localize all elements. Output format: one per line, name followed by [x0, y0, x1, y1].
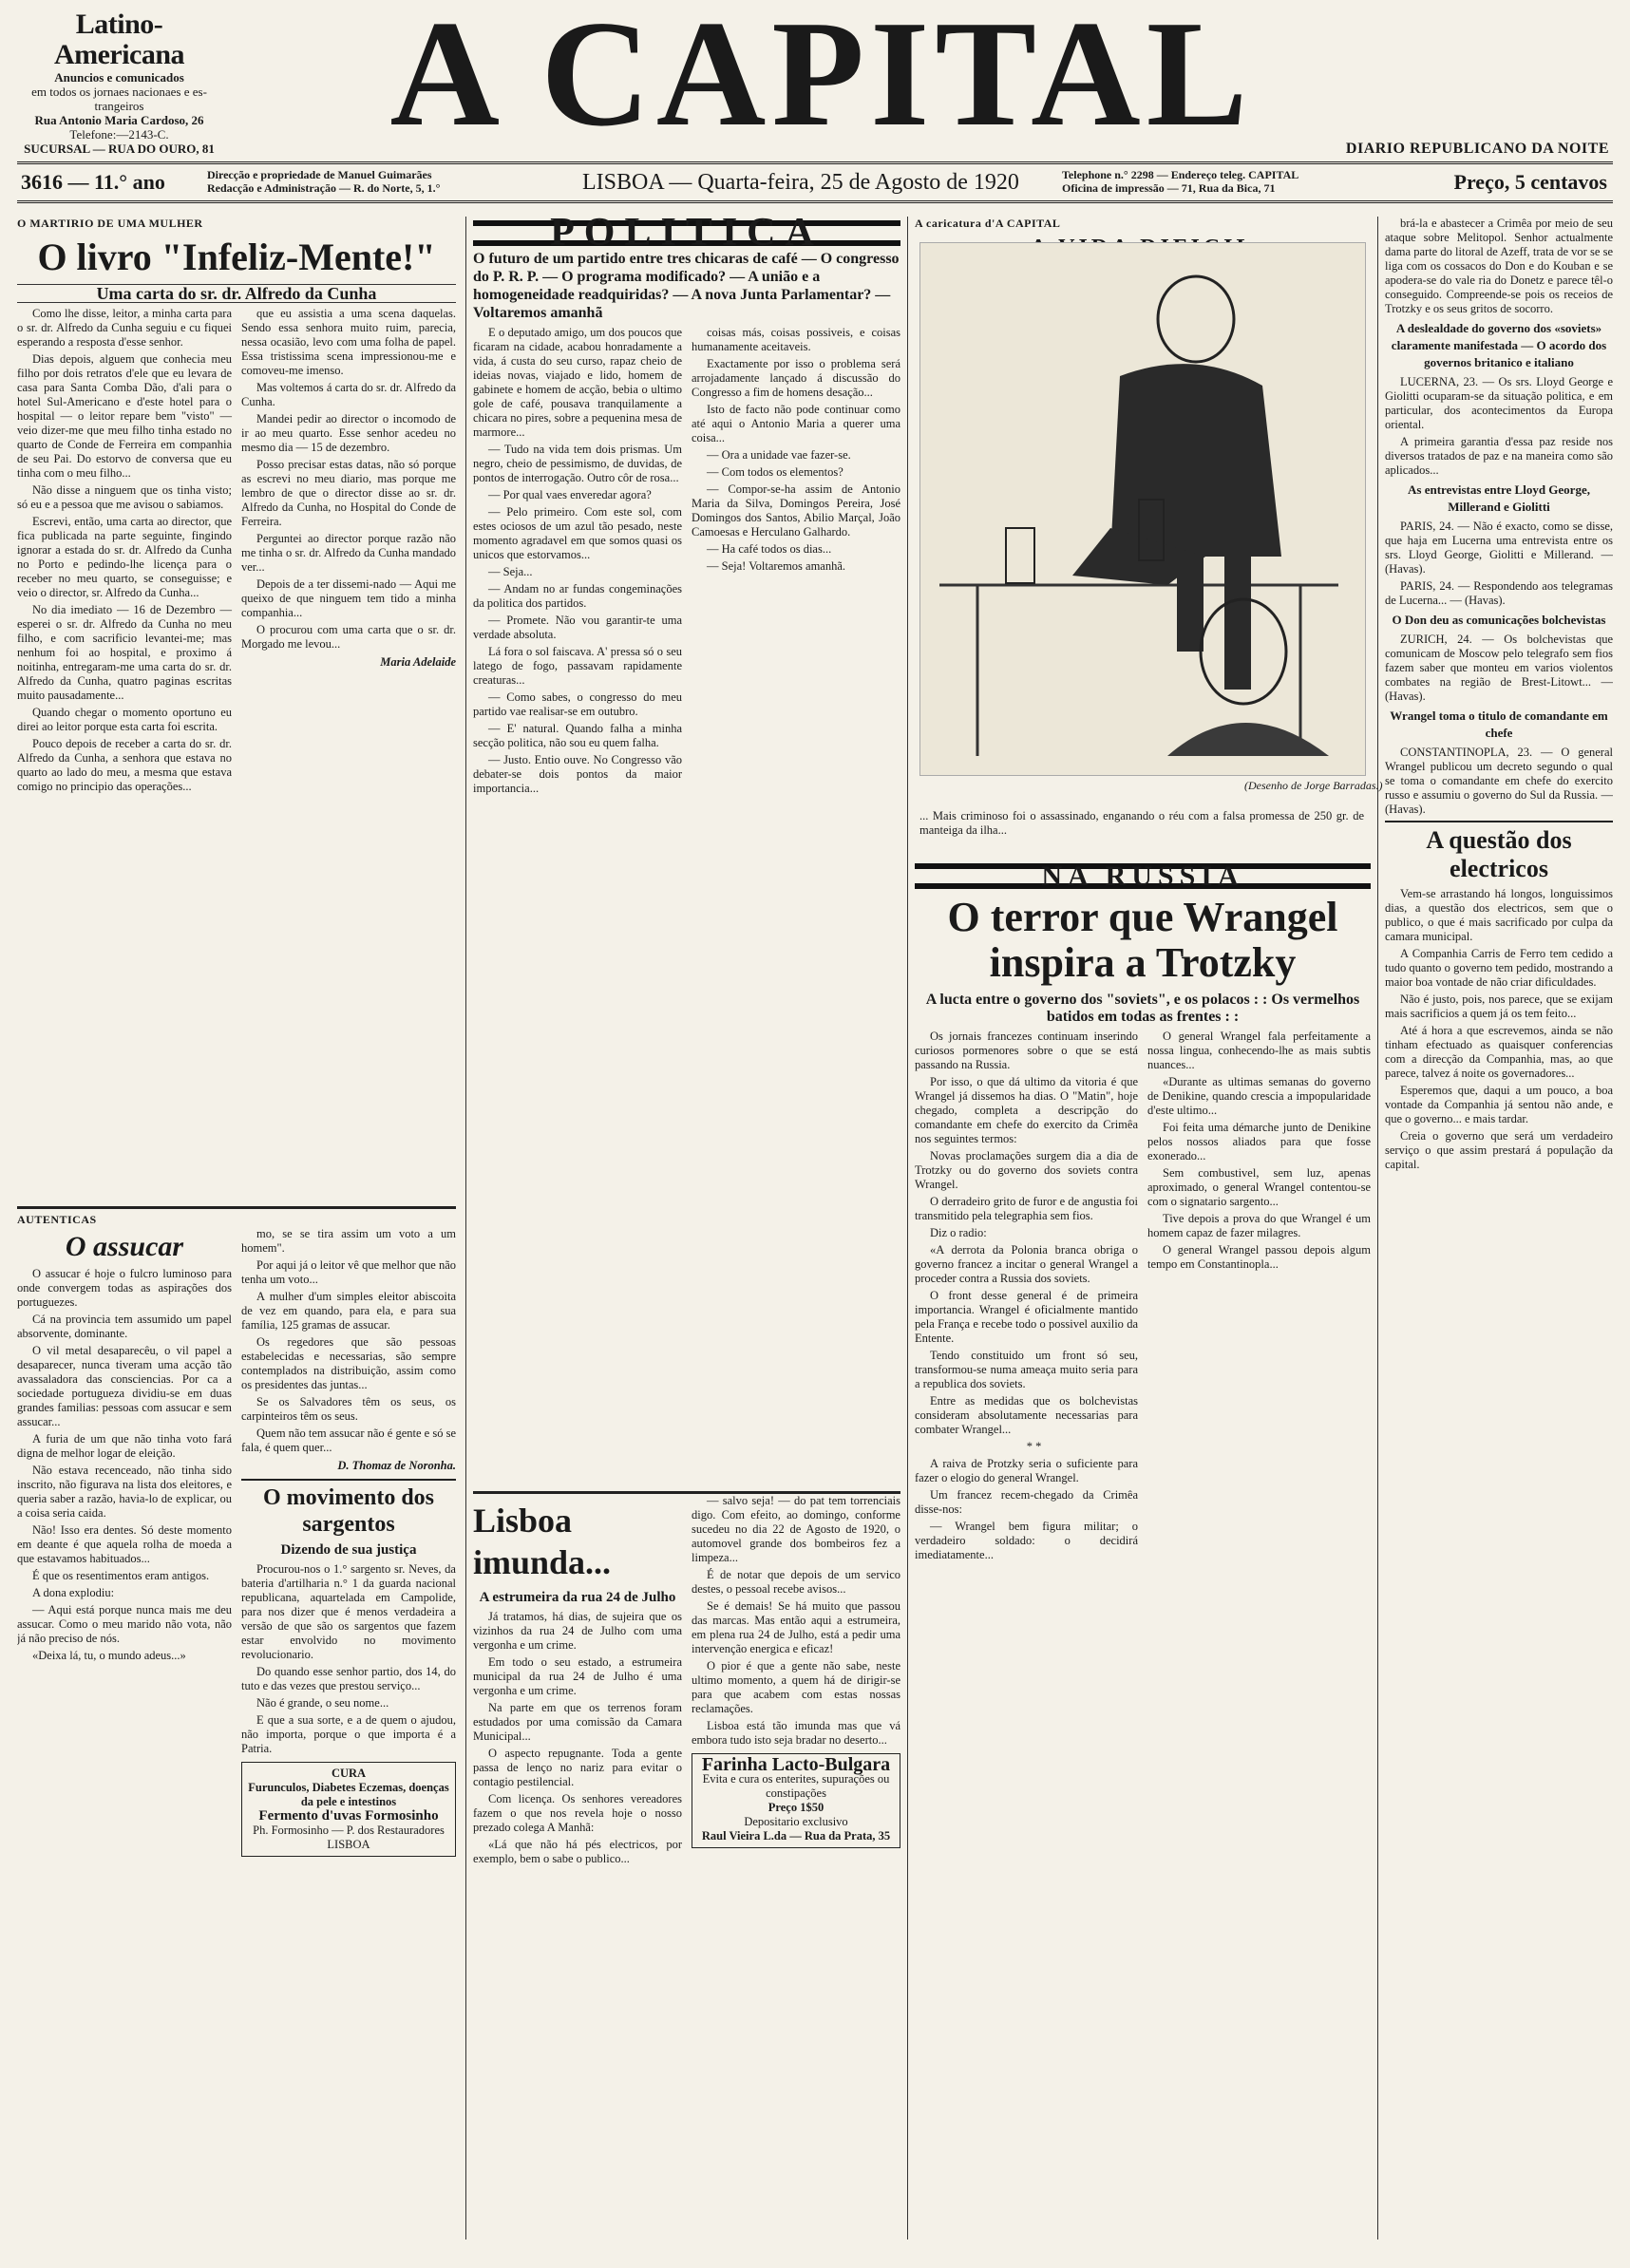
ad-address: Ph. Formosinho — P. dos Restauradores LISBOA [253, 1824, 445, 1851]
info-bar [17, 161, 1613, 203]
article-headline: As entrevistas entre Lloyd George, Millerand e Giolitti [1408, 482, 1590, 514]
article-paragraph: Diz o radio: [930, 1226, 987, 1239]
article-paragraph: Não! Isso era dentes. Só deste momento em deante é que aquela rolha de moeda a que estavamos habituados... [17, 1523, 232, 1565]
article-paragraph: coisas más, coisas possiveis, e coisas humanamente aceitaveis. [692, 326, 900, 353]
ad-kicker: CURA [331, 1767, 367, 1780]
article-headline: A questão dos electricos [1385, 821, 1613, 883]
article-paragraph: Cá na provincia tem assumido um papel absorvente, dominante. [17, 1313, 232, 1340]
article-headline: O assucar [65, 1231, 184, 1262]
article-paragraph: A dona explodiu: [32, 1586, 115, 1599]
article-paragraph: Vem-se arrastando há longos, longuissimos dias, a questão dos electricos, sem que o publico, o que é mais sacrificado por culpa da camara municipal. [1385, 887, 1613, 943]
article-paragraph: Como lhe disse, leitor, a minha carta para o sr. dr. Alfredo da Cunha seguiu e cu fiquei esperando a resposta d'esse senhor. [17, 307, 232, 349]
column-news-wires [1385, 217, 1613, 2240]
advertisement-formosinho [241, 1762, 456, 1857]
article-paragraph: — Seja... [488, 565, 533, 578]
ad-address: Raul Vieira L.da — Rua da Prata, 35 [701, 1829, 891, 1843]
article-infeliz-mente [17, 217, 456, 1200]
article-paragraph: Não é grande, o seu nome... [256, 1696, 389, 1710]
telephone-line: Oficina de impressão — 71, Rua da Bica, 71 [1062, 181, 1276, 195]
article-headline: O livro "Infeliz-Mente!" [37, 236, 436, 278]
article-paragraph: O aspecto repugnante. Toda a gente passa de lenço no nariz para evitar o contagio pestilencial. [473, 1747, 682, 1788]
article-paragraph: Mas voltemos á carta do sr. dr. Alfredo da Cunha. [241, 381, 456, 408]
article-paragraph: A raiva de Protzky seria o suficiente para fazer o elogio do general Wrangel. [915, 1457, 1138, 1484]
article-paragraph: Na parte em que os terrenos foram estudados por uma comissão da Camara Municipal... [473, 1701, 682, 1743]
article-paragraph: O general Wrangel passou depois algum tempo em Constantinopla... [1147, 1243, 1371, 1271]
article-paragraph: Sem combustivel, sem luz, apenas aproximado, o general Wrangel contentou-se com o signatario sargento... [1147, 1166, 1371, 1208]
article-paragraph: O assucar é hoje o fulcro luminoso para onde convergem todas as aspirações dos portuguezes. [17, 1267, 232, 1309]
newspaper-subtitle: DIARIO REPUBLICANO DA NOITE [1345, 141, 1609, 157]
article-kicker: O MARTIRIO DE UMA MULHER [17, 217, 203, 230]
article-paragraph: Novas proclamações surgem dia a dia de Trotzky ou do governo dos soviets contra Wrangel. [915, 1149, 1138, 1191]
advertiser-line: Rua Antonio Maria Cardoso, 26 [34, 113, 204, 127]
article-paragraph: ZURICH, 24. — Os bolchevistas que comunicam de Moscow pelo telegrafo sem fios fazem saber que monteu em varios violentos combates na região de Brest-Litowt... — (Havas). [1385, 633, 1613, 703]
article-paragraph: A furia de um que não tinha voto fará digna de melhor logar de eleição. [17, 1432, 232, 1460]
article-paragraph: Entre as medidas que os bolchevistas consideram absolutamente necessarias para combater Wrangel... [915, 1394, 1138, 1436]
article-paragraph: que eu assistia a uma scena daquelas. Sendo essa senhora muito ruim, parecia, nessa ocasião, levo com uma folha de papel. Essa tristissima scena impressionou-me e comoveu-me imenso. [241, 307, 456, 377]
article-politica [473, 217, 900, 1484]
article-paragraph: brá-la e abastecer a Crimêa por meio de seu ataque sobre Melitopol. Senhor actualmente dama parte do litoral de Azeff, trata de vor se se liga com os cossacos do Don e do Kouban e se apodera-se do vale ria do Donetz e parece têl-o conseguido. Compreende-se pois os receios de Trotzky e os seus gritos de socorro. [1385, 217, 1613, 315]
cartoon-drawing [920, 243, 1365, 775]
article-paragraph: O vil metal desaparecêu, o vil papel a desaparecer, nunca tiveram uma acção tão avassaladora das consciencias. Por ca a sociedade portugueza dividiu-se em duas grandes familias: pessoas com assucar e sem assucar... [17, 1344, 232, 1428]
issue-date: LISBOA — Quarta-feira, 25 de Agosto de 1920 [582, 170, 1019, 195]
article-paragraph: — Como sabes, o congresso do meu partido vae realisar-se em outubro. [473, 690, 682, 718]
ad-product: Farinha Lacto-Bulgara [701, 1754, 891, 1775]
article-paragraph: — Wrangel bem figura militar; o verdadeiro soldado: o decidirá imediatamente... [915, 1520, 1138, 1561]
article-subhead: Dizendo de sua justiça [280, 1542, 417, 1558]
article-paragraph: — Aqui está porque nunca mais me deu assucar. Como o meu marido não vota, não já não preciso de nós. [17, 1603, 232, 1645]
section-title: POLITICA [473, 220, 900, 246]
article-paragraph: Creia o governo que será um verdadeiro serviço o que assim prestará á população da capital. [1385, 1129, 1613, 1171]
column-divider [465, 217, 466, 2240]
ad-depot: Depositario exclusivo [744, 1815, 848, 1828]
article-paragraph: — Promete. Não vou garantir-te uma verdade absoluta. [473, 614, 682, 641]
article-paragraph: Mandei pedir ao director o incomodo de ir ao meu quarto. Esse senhor acedeu no mesmo dia — 15 de dezembro. [241, 412, 456, 454]
article-headline: Lisboa imunda... [473, 1502, 612, 1581]
article-paragraph: Depois de a ter dissemi-nado — Aqui me queixo de que ninguem tem tido a minha companhia... [241, 577, 456, 619]
article-paragraph: Se é demais! Se há muito que passou das marcas. Mas então aqui a estrumeira, em plena rua 24 de Julho, está a pedir uma intervenção energica e eficaz! [692, 1599, 900, 1655]
article-paragraph: — Compor-se-ha assim de Antonio Maria da Silva, Domingos Pereira, José Domingos dos Santos, Abilio Marçal, João Camoesas e Herculano Galhardo. [692, 482, 900, 539]
article-paragraph: «Lá que não há pés electricos, por exemplo, bem o sabe o publico... [473, 1838, 682, 1865]
article-paragraph: Quando chegar o momento oportuno eu direi ao leitor porque esta carta foi escrita. [17, 706, 232, 733]
direction-line: Direcção e propriedade de Manuel Guimarães [207, 168, 432, 181]
article-paragraph: Tive depois a prova do que Wrangel é um homem capaz de fazer milagres. [1147, 1212, 1371, 1239]
article-paragraph: É que os resentimentos eram antigos. [32, 1569, 210, 1582]
column-divider [1377, 217, 1378, 2240]
article-paragraph: Quem não tem assucar não é gente e só se fala, é quem quer... [241, 1427, 456, 1454]
article-paragraph: — Tudo na vida tem dois prismas. Um negro, cheio de pessimismo, de duvidas, de pontos de interrogação. Outro côr de rosa... [473, 443, 682, 484]
article-paragraph: Tendo constituido um front só seu, transformou-se numa ameaça muito seria para a republica dos soviets. [915, 1349, 1138, 1390]
article-paragraph: A primeira garantia d'essa paz reside nos diversos tratados de paz e na maneira como são aplicados... [1385, 435, 1613, 477]
advertiser-line: SUCURSAL — RUA DO OURO, 81 [24, 142, 215, 156]
article-paragraph: Foi feita uma démarche junto de Denikine pelos nossos aliados para que fosse exonerado... [1147, 1121, 1371, 1162]
article-paragraph: Até á hora a que escrevemos, ainda se não tinham efectuado as quaisquer conferencias com a direcção da Companhia, mas, ao que parece, talvez á noite os governadores... [1385, 1024, 1613, 1080]
article-paragraph: E que a sua sorte, e a de quem o ajudou, não importa, porque o que importa é a Patria. [241, 1713, 456, 1755]
article-paragraph: «Durante as ultimas semanas do governo de Denikine, quando crescia a impopularidade d'este ultimo... [1147, 1075, 1371, 1117]
article-headline: A deslealdade do governo dos «soviets» claramente manifestada — O acordo dos governos britanico e italiano [1391, 321, 1607, 369]
article-paragraph: O front desse general é de primeira importancia. Wrangel é oficialmente mantido pela França e recebe todo o possivel auxilio da Entente. [915, 1289, 1138, 1345]
article-paragraph: Um francez recem-chegado da Crimêa disse-nos: [915, 1488, 1138, 1516]
article-paragraph: PARIS, 24. — Respondendo aos telegramas de Lucerna... — (Havas). [1385, 579, 1613, 607]
article-headline: O terror que Wrangel inspira a Trotzky [947, 894, 1338, 986]
article-o-assucar [17, 1206, 456, 2244]
article-paragraph: Não é justo, pois, nos parece, que se exijam mais sacrificios a quem já os tem feito... [1385, 992, 1613, 1020]
article-paragraph: — Andam no ar fundas congeminações da politica dos partidos. [473, 582, 682, 610]
direction-info [207, 168, 440, 195]
section-kicker: A caricatura d'A CAPITAL [915, 217, 1061, 230]
article-subhead: A estrumeira da rua 24 de Julho [479, 1590, 676, 1605]
article-paragraph: Se os Salvadores têm os seus, os carpinteiros têm os seus. [241, 1395, 456, 1423]
advertiser-line: Anuncios e comunicados [54, 70, 184, 85]
article-paragraph: — Com todos os elementos? [707, 465, 843, 479]
article-paragraph: — Por qual vaes enveredar agora? [488, 488, 652, 501]
article-headline: O Don deu as comunicações bolchevistas [1392, 613, 1606, 627]
article-paragraph: E o deputado amigo, um dos poucos que ficaram na cidade, acabou honradamente a vida, á custa do seu curso, rapaz cheio de ideias novas, viajado e lido, homem de gabinete e homem de acção, bebia o ultimo gole de café, pousava tranquilamente a chicara no pires, sobre a pequenina mesa de marmore... [473, 326, 682, 439]
article-paragraph: — Justo. Entio ouve. No Congresso vão debater-se dois pontos da maior importancia... [473, 753, 682, 795]
article-paragraph: Exactamente por isso o problema será arrojadamente lançado á discussão do Congresso a fim de homens desação... [692, 357, 900, 399]
advertisement-farinha [692, 1753, 900, 1848]
ad-price: Preço 1$50 [768, 1801, 824, 1814]
article-paragraph: Por aqui já o leitor vê que melhor que não tenha um voto... [241, 1258, 456, 1286]
article-paragraph: No dia imediato — 16 de Dezembro — esperei o sr. dr. Alfredo da Cunha no meu filho, e com sacrificio levantei-me; mas nenhum foi ao hospital, e proximo á noitinha, entregaram-me uma carta do sr. dr. Alfredo da Cunha, quatro paginas escritas muito pausadamente... [17, 603, 232, 702]
article-lisboa-imunda [473, 1491, 900, 2244]
article-paragraph: Os regedores que são pessoas estabelecidas e necessarias, são sempre contemplados na distribuição, assim como os presidentes das juntas... [241, 1335, 456, 1391]
article-paragraph: Lisboa está tão imunda mas que vá embora tudo isto seja bradar no deserto... [692, 1719, 900, 1747]
article-paragraph: mo, se se tira assim um voto a um homem". [241, 1227, 456, 1255]
advertiser-line: trangeiros [94, 99, 144, 113]
issue-number: 3616 — 11.° ano [21, 170, 165, 194]
article-paragraph: — Ha café todos os dias... [707, 542, 832, 556]
article-headline: O movimento dos sargentos [263, 1485, 434, 1537]
article-paragraph: O general Wrangel fala perfeitamente a nossa lingua, conhecendo-lhe as mais subtis nuances... [1147, 1030, 1371, 1071]
article-paragraph: Posso precisar estas datas, não só porque as escrevi no meu diario, mas porque me lembro de que o director disse ao sr. dr. Alfredo da Cunha, no Hospital do Conde de Ferreira. [241, 458, 456, 528]
article-signature: D. Thomaz de Noronha. [337, 1459, 456, 1472]
article-paragraph: — Ora a unidade vae fazer-se. [707, 448, 851, 462]
article-headline: Wrangel toma o titulo de comandante em chefe [1390, 709, 1608, 740]
article-na-russia [915, 860, 1371, 2241]
article-paragraph: Pouco depois de receber a carta do sr. dr. Alfredo da Cunha, a senhora que estava no quarto ao lado do meu, a mesma que estava comigo no principio das operações... [17, 737, 232, 793]
section-title: NA RUSSIA [915, 863, 1371, 889]
column-divider [907, 217, 908, 2240]
cartoon-credit: (Desenho de Jorge Barradas.) [1244, 779, 1383, 792]
article-paragraph: Lá fora o sol faiscava. A' pressa só o seu latego de fogo, passavam rapidamente creaturas... [473, 645, 682, 687]
article-subhead: Uma carta do sr. dr. Alfredo da Cunha [17, 284, 456, 303]
article-paragraph: «A derrota da Polonia branca obriga o governo francez a incitar o general Wrangel a proceder contra a Russia dos soviets. [915, 1243, 1138, 1285]
article-paragraph: Escrevi, então, uma carta ao director, que fica publicada na parte seguinte, fingindo ignorar a estada do sr. dr. Alfredo da Cunha no Porto e pedindo-lhe licença para o receber no meu quarto, se conseguisse; e veio o director, sr. Alfredo da Cunha... [17, 515, 232, 599]
article-paragraph: Em todo o seu estado, a estrumeira municipal da rua 24 de Julho é uma vergonha e um crime. [473, 1655, 682, 1697]
article-paragraph: Procurou-nos o 1.° sargento sr. Neves, da bateria d'artilharia n.° 1 da guarda nacional republicana, aquartelada em Campolide, para nos dizer que é menos verdadeira a versão de que são os sargentos que fazem estar envolvido no movimento revolucionario. [241, 1562, 456, 1661]
article-paragraph: — Seja! Voltaremos amanhã. [707, 559, 846, 573]
article-paragraph: O procurou com uma carta que o sr. dr. Morgado me levou... [241, 623, 456, 651]
separator: * * [1026, 1440, 1042, 1453]
article-signature: Maria Adelaide [380, 655, 456, 669]
article-paragraph: Dias depois, alguem que conhecia meu filho por dois retratos d'ele que eu levara de casa para Santa Comba Dão, d'ali para o hotel Sul-Americano e d'este hotel para o hospital — o leitor repare bem "visto" — veio dizer-me que meu filho tinha estado no quarto de Conde de Ferreira em companhia de seu Pai. Do estorvo de conversa que eu tinha com o meu filho... [17, 352, 232, 480]
advertiser-box [17, 9, 221, 156]
article-paragraph: Por isso, o que dá ultimo da vitoria é que Wrangel já dissemos ha dias. O "Matin", hoje chegado, completa a descripção do comandante em chefe do exercito da Crimêa nos seguintes termos: [915, 1075, 1138, 1145]
article-paragraph: Do quando esse senhor partio, dos 14, do tuto e das vezes que prestou serviço... [241, 1665, 456, 1692]
article-paragraph: Esperemos que, daqui a um pouco, a boa vontade da Companhia já sentou não ande, e que o governo... e mais tardar. [1385, 1084, 1613, 1125]
article-paragraph: Já tratamos, há dias, de sujeira que os vizinhos da rua 24 de Julho com uma vergonha e um crime. [473, 1610, 682, 1652]
ad-text: Furunculos, Diabetes Eczemas, doenças da pele e intestinos [248, 1781, 449, 1808]
article-paragraph: O pior é que a gente não sabe, neste ultimo momento, a quem há de dirigir-se para que acabem com estas nossas reclamações. [692, 1659, 900, 1715]
telephone-line: Telephone n.° 2298 — Endereço teleg. CAPITAL [1062, 168, 1299, 181]
article-paragraph: — E' natural. Quando falha a minha secção politica, não sou eu quem falha. [473, 722, 682, 749]
section-kicker: AUTENTICAS [17, 1213, 97, 1226]
article-paragraph: O derradeiro grito de furor e de angustia foi transmitido pela telegraphia sem fios. [915, 1195, 1138, 1222]
direction-line: Redacção e Administração — R. do Norte, 5, 1.° [207, 181, 441, 195]
ad-text: Evita e cura os enterites, supurações ou constipações [702, 1772, 890, 1800]
article-paragraph: A Companhia Carris de Ferro tem cedido a tudo quanto o governo tem pedido, mostrando a maior boa vontade de não criar dificuldades. [1385, 947, 1613, 989]
article-paragraph: PARIS, 24. — Não é exacto, como se disse, que haja em Lucerna uma entrevista entre os srs. Lloyd George, Giolitti e Millerand. — (Havas). [1385, 520, 1613, 576]
article-paragraph: A mulher d'um simples eleitor abiscoita de vez em quando, para ela, e para sua família, 125 gramas de assucar. [241, 1290, 456, 1332]
article-paragraph: É de notar que depois de um servico destes, o pessoal recebe avisos... [692, 1568, 900, 1596]
article-paragraph: Os jornais francezes continuam inserindo curiosos pormenores sobre o que se está passando na Russia. [915, 1030, 1138, 1071]
article-paragraph: — Pelo primeiro. Com este sol, com estes ociosos de um azul tão pesado, neste momento agradavel em que somos quasi os unicos que estorvamos... [473, 505, 682, 561]
article-deck: O futuro de um partido entre tres chicaras de café — O congresso do P. R. P. — O programa modificado? — A união e a homogeneidade readquiridas? — A nova Junta Parlamentar? — Voltaremos amanhã [473, 251, 900, 321]
newspaper-title: A CAPITAL [389, 0, 1254, 158]
advertiser-line: Telefone:—2143-C. [69, 127, 169, 142]
article-paragraph: Perguntei ao director porque razão não me tinha o sr. dr. Alfredo da Cunha mandado ver... [241, 532, 456, 574]
article-paragraph: «Deixa lá, tu, o mundo adeus...» [32, 1649, 186, 1662]
article-paragraph: Não estava recenceado, não tinha sido inscrito, não figurava na lista dos eleitores, e queria saber a razão, havia-lo de explicar, ou a coisa seria caida. [17, 1464, 232, 1520]
article-paragraph: — salvo seja! — do pat tem torrenciais digo. Com efeito, ao domingo, conforme sucedeu no dia 22 de Agosto de 1920, o automovel grande dos bombeiros fez a limpeza... [692, 1494, 900, 1564]
price: Preço, 5 centavos [1453, 170, 1607, 194]
advertiser-line: em todos os jornaes nacionaes e es- [31, 85, 207, 99]
article-paragraph: Não disse a ninguem que os tinha visto; só eu e a pessoa que me avisou o sabiamos. [17, 483, 232, 511]
article-paragraph: Isto de facto não pode continuar como até aqui o Antonio Maria a querer uma coisa... [692, 403, 900, 444]
advertiser-name: Latino-Americana [53, 9, 185, 70]
article-paragraph: LUCERNA, 23. — Os srs. Lloyd George e Giolitti ocuparam-se da situação politica, e em particular, dos acontecimentos da Europa oriental. [1385, 375, 1613, 431]
article-paragraph: Com licença. Os senhores vereadores fazem o que nos revela hoje o nosso prezado colega A Manhã: [473, 1792, 682, 1834]
article-subhead: A lucta entre o governo dos "soviets", e os polacos : : Os vermelhos batidos em todas as frentes : : [925, 992, 1360, 1025]
ad-product: Fermento d'uvas Formosinho [258, 1808, 439, 1824]
cartoon-caption: ... Mais criminoso foi o assassinado, enganando o réu com a falsa promessa de 250 gr. de manteiga da ilha... [919, 809, 1364, 837]
telephone-info [1062, 168, 1298, 195]
cartoon-illustration [919, 242, 1366, 776]
article-paragraph: CONSTANTINOPLA, 23. — O general Wrangel publicou um decreto segundo o qual se toma o comandante em chefe do exercito russo e assumiu o governo do Sul da Russia. — (Havas). [1385, 746, 1613, 816]
